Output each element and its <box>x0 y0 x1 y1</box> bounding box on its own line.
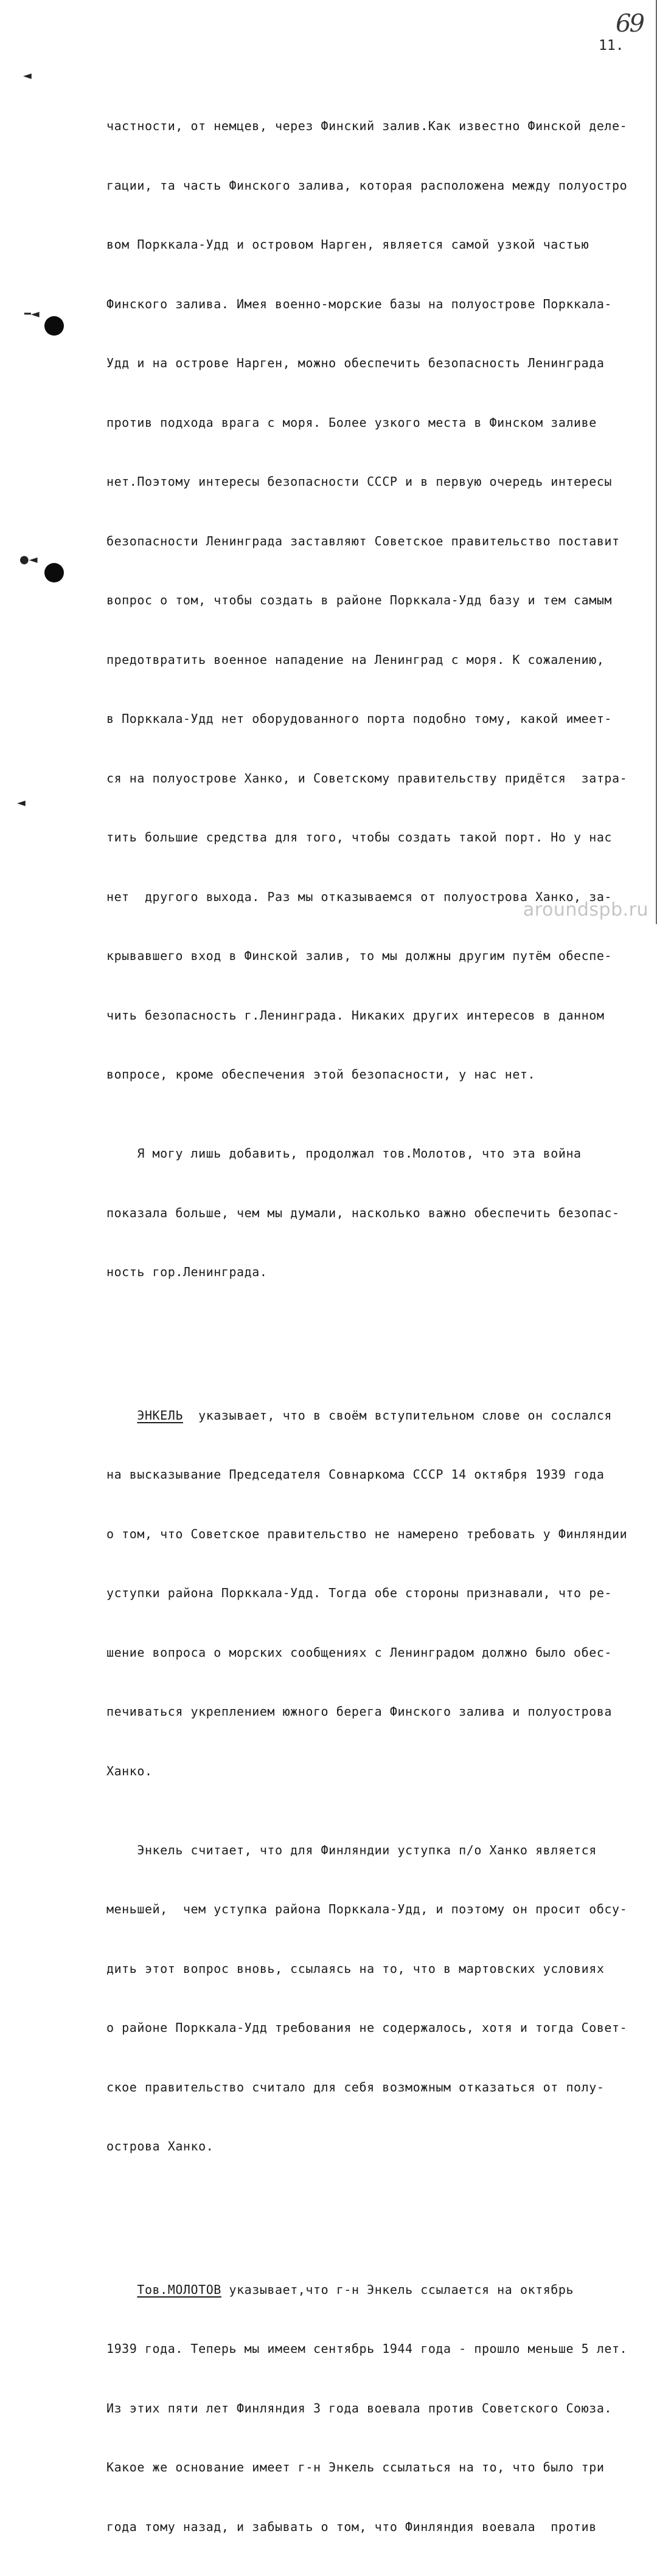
text-line: нет.Поэтому интересы безопасности СССР и в первую очередь интересы <box>106 474 613 489</box>
punch-mark-icon: ◄ <box>23 69 32 82</box>
text-line: меньшей, чем уступка района Порккала-Удд, и поэтому он просит обсу- <box>106 1902 628 1916</box>
text-line: Финского залива. Имея военно-морские базы на полуострове Порккала- <box>106 296 613 311</box>
punch-hole-icon <box>44 316 64 336</box>
text-line: вопросе, кроме обеспечения этой безопасности, у нас нет. <box>106 1067 536 1082</box>
text-line: ность гор.Ленинграда. <box>106 1265 268 1279</box>
text-line: частности, от немцев, через Финский залив.Как известно Финской деле- <box>106 119 628 133</box>
text-line: предотвратить военное нападение на Ленинград с моря. К сожалению, <box>106 652 605 667</box>
text-line: гации, та часть Финского залива, которая расположена между полуостро <box>106 178 628 193</box>
text-line: ся на полуострове Ханко, и Советскому правительству придётся затра- <box>106 770 628 786</box>
speaker-enkel: ЭНКЕЛЬ <box>137 1407 183 1423</box>
text-line: Из этих пяти лет Финляндия 3 года воевала против Советского Союза. <box>106 2400 613 2415</box>
punch-hole-icon <box>44 563 64 582</box>
text-line: о том, что Советское правительство не намерено требовать у Финляндии <box>106 1526 628 1541</box>
text-line: Ханко. <box>106 1763 153 1778</box>
document-text <box>106 77 657 2576</box>
text-line: острова Ханко. <box>106 2139 214 2153</box>
text-line: о районе Порккала-Удд требования не содержалось, хотя и тогда Совет- <box>106 2020 628 2035</box>
text-line: ское правительство считало для себя возможным отказаться от полу- <box>106 2079 605 2094</box>
text-line: года тому назад, и забывать о том, что Финляндия воевала против <box>106 2519 597 2534</box>
text-line: безопасности Ленинграда заставляют Советское правительство поставит <box>106 533 620 548</box>
text-line: дить этот вопрос вновь, ссылаясь на то, что в мартовских условиях <box>106 1961 605 1976</box>
text-line: против подхода врага с моря. Более узкого места в Финском заливе <box>106 415 597 430</box>
text-line: чить безопасность г.Ленинграда. Никаких других интересов в данном <box>106 1007 605 1023</box>
text-line: крывавшего вход в Финской залив, то мы должны другим путём обеспе- <box>106 948 613 963</box>
punch-mark-icon: ●◄ <box>19 553 38 566</box>
text-line: в Порккала-Удд нет оборудованного порта подобно тому, какой имеет- <box>106 711 613 726</box>
page-number: 11. <box>599 38 624 54</box>
handwritten-page-number: 69 <box>616 10 643 38</box>
text-line: вопрос о том, чтобы создать в районе Порккала-Удд базу и тем самым <box>106 593 613 607</box>
text-line: 1939 года. Теперь мы имеем сентябрь 1944 года - прошло меньше 5 лет. <box>106 2341 628 2356</box>
text-line: Энкель считает, что для Финляндии уступка п/о Ханко является <box>106 1842 597 1857</box>
text-line: печиваться укреплением южного берега Финского залива и полуострова <box>106 1704 613 1719</box>
speaker-molotov: Тов.МОЛОТОВ <box>137 2282 221 2297</box>
text-line: нет другого выхода. Раз мы отказываемся от полуострова Ханко, за- <box>106 889 613 904</box>
text-line <box>106 2280 657 2300</box>
text-line: тить большие средства для того, чтобы создать такой порт. Но у нас <box>106 830 613 844</box>
text-line: Я могу лишь добавить, продолжал тов.Молотов, что эта война <box>106 1146 582 1161</box>
punch-mark-icon: ━◄ <box>24 308 40 320</box>
text-line: Удд и на острове Нарген, можно обеспечить безопасность Ленинграда <box>106 356 605 370</box>
text-line: на высказывание Председателя Совнаркома СССР 14 октября 1939 года <box>106 1467 605 1482</box>
text-line: вом Порккала-Удд и островом Нарген, является самой узкой частью <box>106 237 589 252</box>
text-line: уступки района Порккала-Удд. Тогда обе стороны признавали, что ре- <box>106 1586 613 1600</box>
site-watermark: aroundspb.ru <box>523 899 648 920</box>
punch-mark-icon: ◄ <box>17 796 26 809</box>
text-line: Какое же основание имеет г-н Энкель ссылаться на то, что было три <box>106 2460 605 2474</box>
text-fragment: указывает,что г-н Энкель ссылается на октябрь <box>221 2282 574 2297</box>
text-fragment: указывает, что в своём вступительном слове он сослался <box>182 1407 613 1423</box>
text-line: шение вопроса о морских сообщениях с Ленинградом должно было обес- <box>106 1645 613 1660</box>
text-line <box>106 1406 657 1426</box>
text-line: показала больше, чем мы думали, насколько важно обеспечить безопас- <box>106 1205 620 1220</box>
